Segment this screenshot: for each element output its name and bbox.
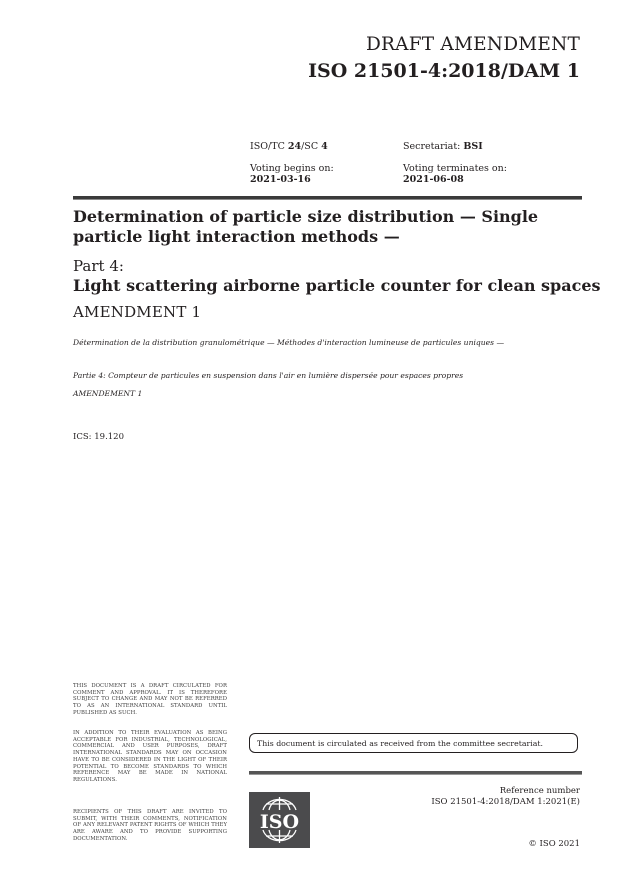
committee: ISO/TC 24/SC 4	[250, 141, 328, 152]
french-title: Détermination de la distribution granulométrique — Méthodes d'interaction lumineuse de particules uniques —	[73, 338, 505, 347]
voting-begins-label: Voting begins on:	[250, 163, 334, 174]
secretariat: Secretariat: BSI	[403, 141, 483, 152]
title-divider	[73, 196, 582, 200]
ics-code: ICS: 19.120	[73, 432, 124, 442]
french-amendment: AMENDEMENT 1	[73, 389, 143, 398]
copyright: © ISO 2021	[528, 839, 580, 849]
document-title: Determination of particle size distribution — Single particle light interaction methods —	[73, 207, 539, 246]
document-number: ISO 21501-4:2018/DAM 1	[308, 60, 580, 82]
voting-begins-date: 2021-03-16	[250, 174, 311, 185]
french-part-title: Partie 4: Compteur de particules en suspension dans l'air en lumière dispersée pour espaces propres	[73, 371, 464, 380]
part-title: Light scattering airborne particle counter for clean spaces	[73, 276, 601, 295]
voting-terminates-date: 2021-06-08	[403, 174, 464, 185]
reference-number-label: Reference number	[499, 786, 580, 796]
footer-divider	[249, 771, 582, 775]
reference-number: ISO 21501-4:2018/DAM 1:2021(E)	[431, 797, 580, 807]
globe-icon	[249, 792, 310, 848]
disclaimer-paragraph: RECIPIENTS OF THIS DRAFT ARE INVITED TO SUBMIT, WITH THEIR COMMENTS, NOTIFICATION OF ANY RELEVANT PATENT RIGHTS OF WHICH THEY ARE AWARE AND TO PROVIDE SUPPORTING DOCUMENTATION.	[73, 809, 227, 842]
document-type: DRAFT AMENDMENT	[366, 34, 580, 55]
voting-terminates	[403, 163, 507, 185]
voting-begins	[250, 163, 334, 185]
part-label: Part 4:	[73, 257, 124, 275]
iso-logo	[249, 792, 310, 848]
voting-terminates-label: Voting terminates on:	[403, 163, 507, 174]
circulation-note: This document is circulated as received from the committee secretariat.	[249, 733, 578, 753]
amendment-label: AMENDMENT 1	[73, 303, 202, 321]
disclaimer-paragraph: THIS DOCUMENT IS A DRAFT CIRCULATED FOR COMMENT AND APPROVAL. IT IS THEREFORE SUBJECT TO CHANGE AND MAY NOT BE REFERRED TO AS AN INTERNATIONAL STANDARD UNTIL PUBLISHED AS SUCH.	[73, 683, 227, 716]
svg-text:ISO: ISO	[259, 811, 300, 833]
disclaimer-paragraph: IN ADDITION TO THEIR EVALUATION AS BEING ACCEPTABLE FOR INDUSTRIAL, TECHNOLOGICAL, COMMERCIAL AND USER PURPOSES, DRAFT INTERNATIONAL STANDARDS MAY ON OCCASION HAVE TO BE CONSIDERED IN THE LIGHT OF THEIR POTENTIAL TO BECOME STANDARDS TO WHICH REFERENCE MAY BE MADE IN NATIONAL REGULATIONS.	[73, 730, 227, 783]
